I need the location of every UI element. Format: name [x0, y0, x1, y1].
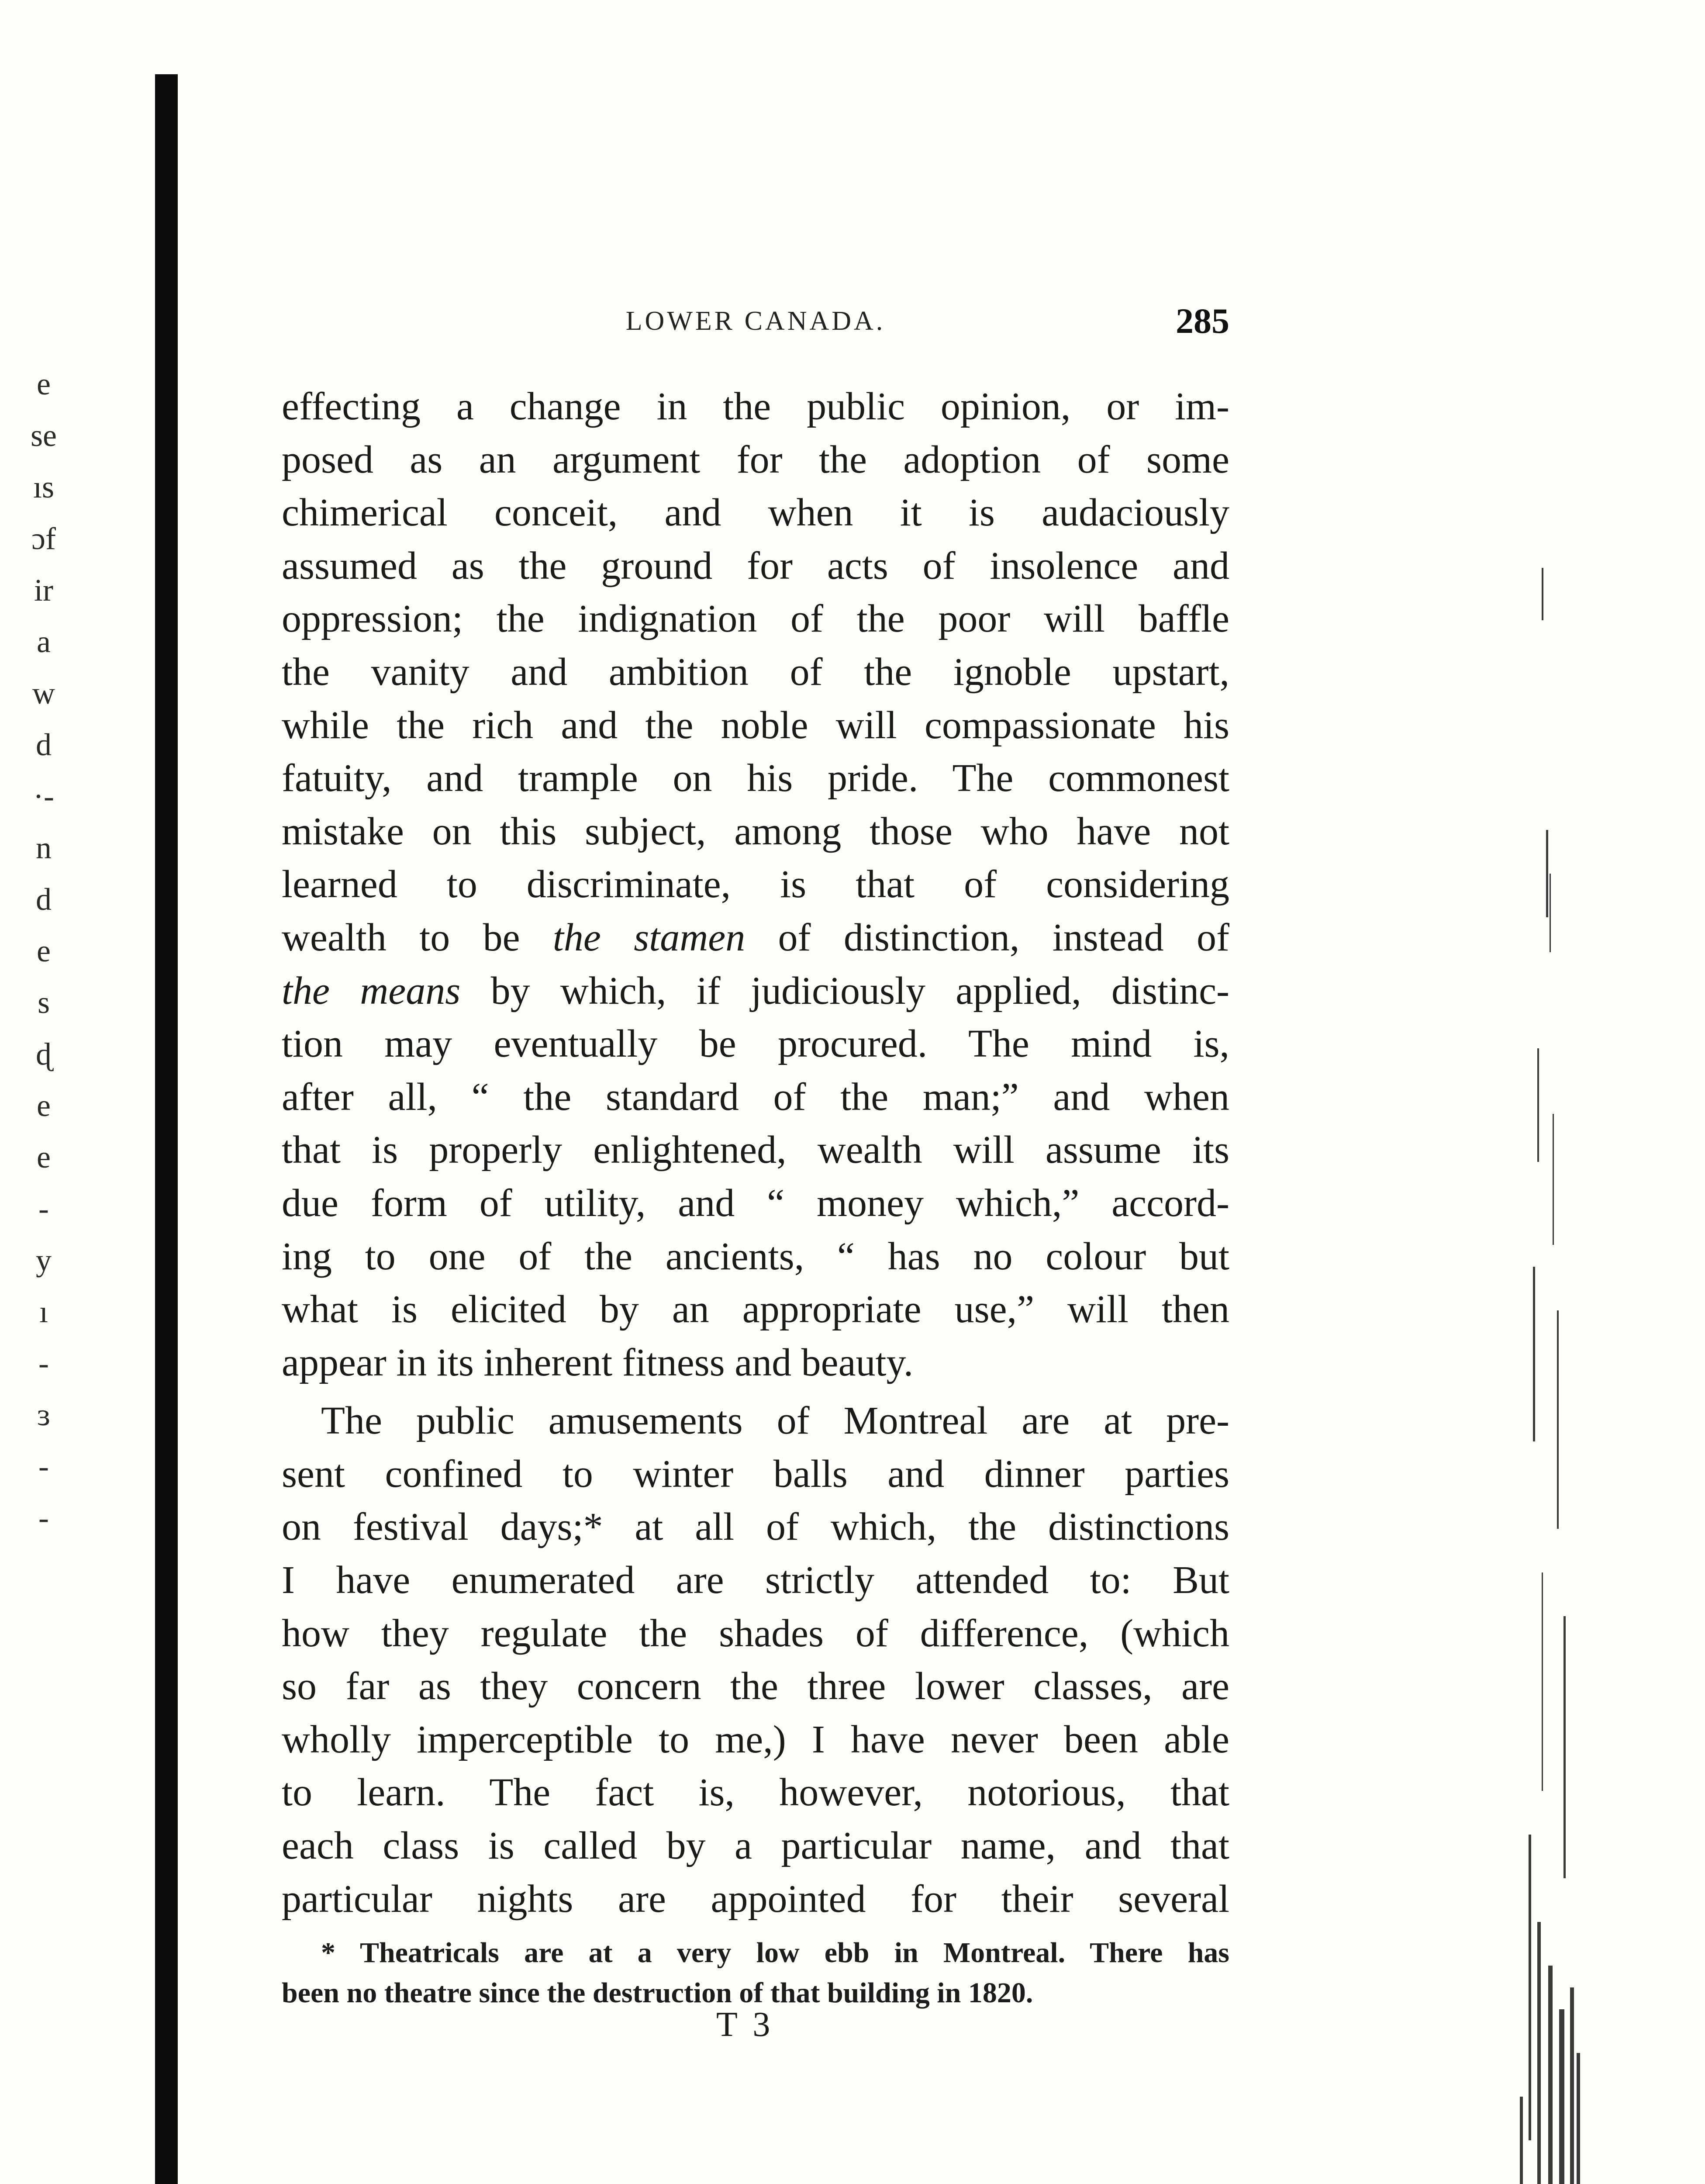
- bleed-glyph: w: [32, 676, 55, 711]
- text-line: each class is called by a particular name, and that: [282, 1824, 1229, 1868]
- text-line: assumed as the ground for acts of insolence and: [282, 544, 1229, 587]
- bleed-glyph: -: [38, 1500, 49, 1535]
- italic-phrase: the means: [282, 969, 461, 1013]
- bleed-glyph: -: [38, 1449, 49, 1484]
- text-line: due form of utility, and “ money which,” accord-: [282, 1181, 1229, 1225]
- body-text: [282, 380, 1229, 1925]
- text-line: mistake on this subject, among those who have not: [282, 809, 1229, 853]
- scan-edge-noise: [1476, 568, 1585, 2184]
- text-line: fatuity, and trample on his pride. The commonest: [282, 757, 1229, 800]
- bleed-through-text: [13, 358, 74, 1544]
- text-line: ing to one of the ancients, “ has no colour but: [282, 1234, 1229, 1278]
- bleed-glyph: s: [37, 985, 50, 1020]
- bleed-glyph: e: [37, 366, 51, 401]
- text-line: sent confined to winter balls and dinner parties: [282, 1452, 1229, 1496]
- text-line: learned to discriminate, is that of considering: [282, 863, 1229, 906]
- running-head: [282, 301, 1229, 345]
- footnote-line: been no theatre since the destruction of that building in 1820.: [282, 1977, 1033, 2009]
- paragraph-1: [282, 380, 1229, 1389]
- text-run: by which, if judiciously applied, distinc-: [460, 969, 1229, 1013]
- text-line-mixed: [282, 964, 1229, 1018]
- text-line: that is properly enlightened, wealth will assume its: [282, 1128, 1229, 1172]
- bleed-glyph: e: [37, 1088, 51, 1123]
- text-line: after all, “ the standard of the man;” and when: [282, 1075, 1229, 1119]
- bleed-glyph: d: [36, 882, 52, 917]
- bleed-glyph: se: [31, 418, 57, 453]
- italic-phrase: the stamen: [552, 916, 746, 959]
- bleed-glyph: y: [36, 1243, 52, 1278]
- bleed-glyph: a: [37, 624, 51, 659]
- footnote-line: * Theatricals are at a very low ebb in Montreal. There has: [321, 1937, 1229, 1969]
- bleed-glyph: -: [38, 1191, 49, 1226]
- text-line: how they regulate the shades of difference, (which: [282, 1611, 1229, 1655]
- text-line: on festival days;* at all of which, the distinctions: [282, 1505, 1229, 1549]
- text-line: posed as an argument for the adoption of some: [282, 438, 1229, 481]
- bleed-glyph: n: [36, 830, 52, 865]
- text-line: to learn. The fact is, however, notorious, that: [282, 1771, 1229, 1814]
- running-title: LOWER CANADA.: [625, 306, 886, 336]
- bleed-glyph: ɔf: [31, 521, 56, 556]
- bleed-glyph: e: [37, 1140, 51, 1175]
- page-number: 285: [1176, 301, 1229, 341]
- bleed-glyph: e: [37, 933, 51, 968]
- text-line: chimerical conceit, and when it is audaciously: [282, 491, 1229, 535]
- text-line: I have enumerated are strictly attended to: But: [282, 1559, 1229, 1602]
- text-line: while the rich and the noble will compassionate his: [282, 703, 1229, 747]
- text-run: wealth to be: [282, 916, 553, 959]
- bleed-glyph: ıs: [33, 470, 55, 505]
- text-line-mixed: [282, 911, 1229, 964]
- bleed-glyph: d: [36, 727, 52, 762]
- paragraph-2: [282, 1394, 1229, 1925]
- bleed-glyph: ı: [39, 1294, 48, 1329]
- text-line: The public amusements of Montreal are at pre-: [321, 1399, 1229, 1443]
- signature-mark: T 3: [716, 2005, 774, 2044]
- binding-gutter: [155, 74, 178, 2184]
- text-line: particular nights are appointed for their several: [282, 1877, 1229, 1921]
- text-run: of distinction, instead of: [745, 916, 1229, 959]
- text-line: what is elicited by an appropriate use,” will then: [282, 1288, 1229, 1331]
- text-line: the vanity and ambition of the ignoble upstart,: [282, 650, 1229, 694]
- bleed-glyph: ɖ: [36, 1037, 52, 1071]
- bleed-glyph: ir: [34, 573, 53, 608]
- text-line: appear in its inherent fitness and beauty.: [282, 1341, 914, 1384]
- footnote: [282, 1933, 1229, 2013]
- text-line: tion may eventually be procured. The mind is,: [282, 1022, 1229, 1066]
- bleed-glyph: ·-: [33, 779, 54, 814]
- text-line: wholly imperceptible to me,) I have never been able: [282, 1717, 1229, 1761]
- text-line: so far as they concern the three lower classes, are: [282, 1665, 1229, 1708]
- text-line: effecting a change in the public opinion, or im-: [282, 385, 1229, 428]
- bleed-glyph: -: [38, 1346, 49, 1381]
- text-line: oppression; the indignation of the poor will baffle: [282, 597, 1229, 641]
- bleed-glyph: ɜ: [37, 1397, 51, 1432]
